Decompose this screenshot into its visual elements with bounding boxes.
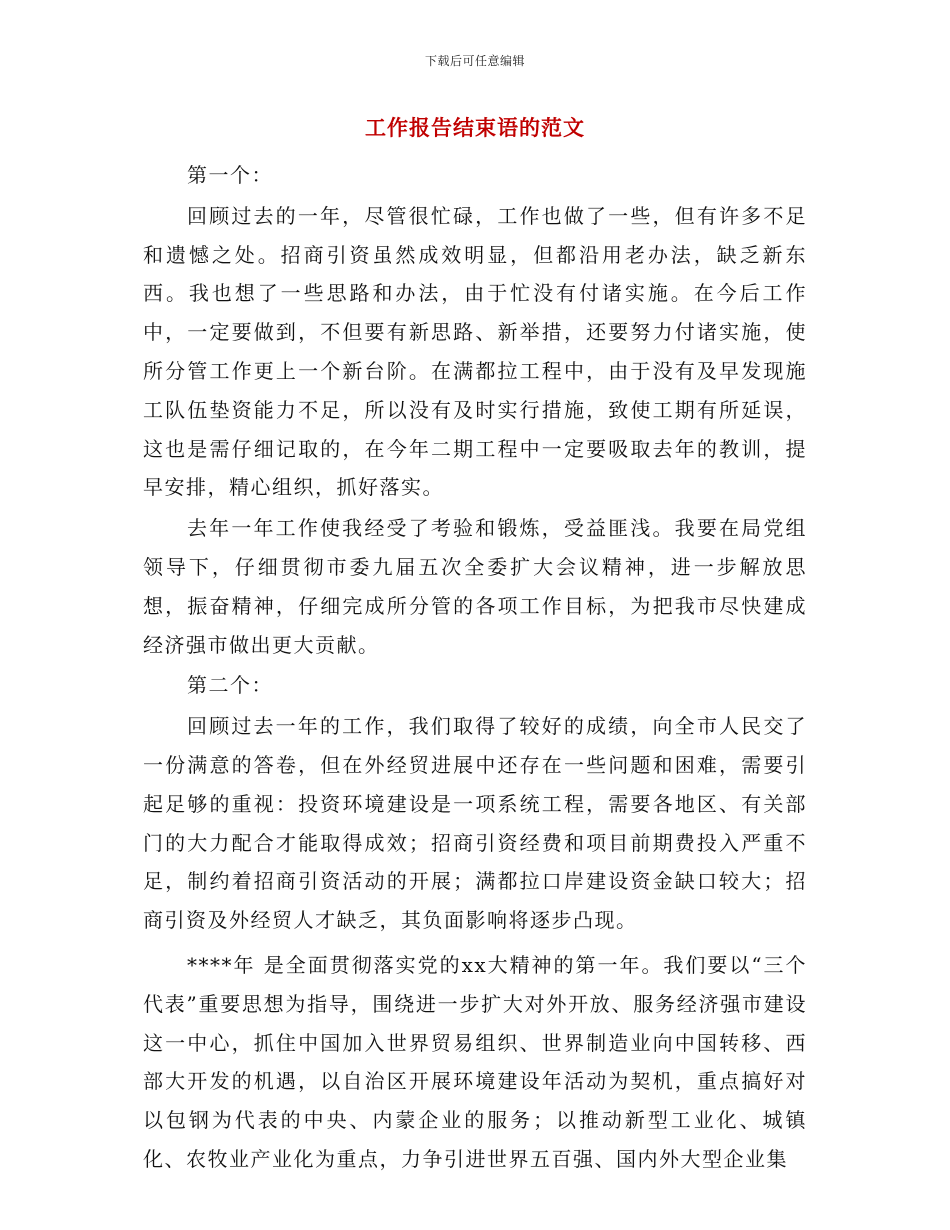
body-paragraph: 回顾过去的一年，尽管很忙碌，工作也做了一些，但有许多不足和遗憾之处。招商引资虽然成效明显，但都沿用老办法，缺乏新东西。我也想了一些思路和办法，由于忙没有付诸实施。在今后工作中，一定要做到，不但要有新思路、新举措，还要努力付诸实施，使所分管工作更上一个新台阶。在满都拉工程中，由于没有及早发现施工队伍垫资能力不足，所以没有及时实行措施，致使工期有所延误，这也是需仔细记取的，在今年二期工程中一定要吸取去年的教训，提早安排，精心组织，抓好落实。	[143, 203, 807, 500]
body-paragraph: 去年一年工作使我经受了考验和锻炼，受益匪浅。我要在局党组领导下，仔细贯彻市委九届五次全委扩大会议精神，进一步解放思想，振奋精神，仔细完成所分管的各项工作目标，为把我市尽快建成经济强市做出更大贡献。	[143, 516, 807, 657]
body-paragraph: 回顾过去一年的工作，我们取得了较好的成绩，向全市人民交了一份满意的答卷，但在外经贸进展中还存在一些问题和困难，需要引起足够的重视：投资环境建设是一项系统工程，需要各地区、有关部门的大力配合才能取得成效；招商引资经费和项目前期费投入严重不足，制约着招商引资活动的开展；满都拉口岸建设资金缺口较大；招商引资及外经贸人才缺乏，其负面影响将逐步凸现。	[143, 714, 807, 933]
document-body	[143, 156, 807, 1179]
document-title: 工作报告结束语的范文	[365, 115, 585, 140]
body-paragraph: ****年 是全面贯彻落实党的xx大精神的第一年。我们要以“三个代表”重要思想为指导，围绕进一步扩大对外开放、服务经济强市建设这一中心，抓住中国加入世界贸易组织、世界制造业向中国转移、西部大开发的机遇，以自治区开展环境建设年活动为契机，重点搞好对以包钢为代表的中央、内蒙企业的服务；以推动新型工业化、城镇化、农牧业产业化为重点，力争引进世界五百强、国内外大型企业集	[143, 952, 807, 1171]
section-heading-second: 第二个：	[187, 673, 273, 698]
section-heading-first: 第一个：	[187, 163, 273, 187]
page-header-note: 下载后可任意编辑	[424, 54, 525, 68]
